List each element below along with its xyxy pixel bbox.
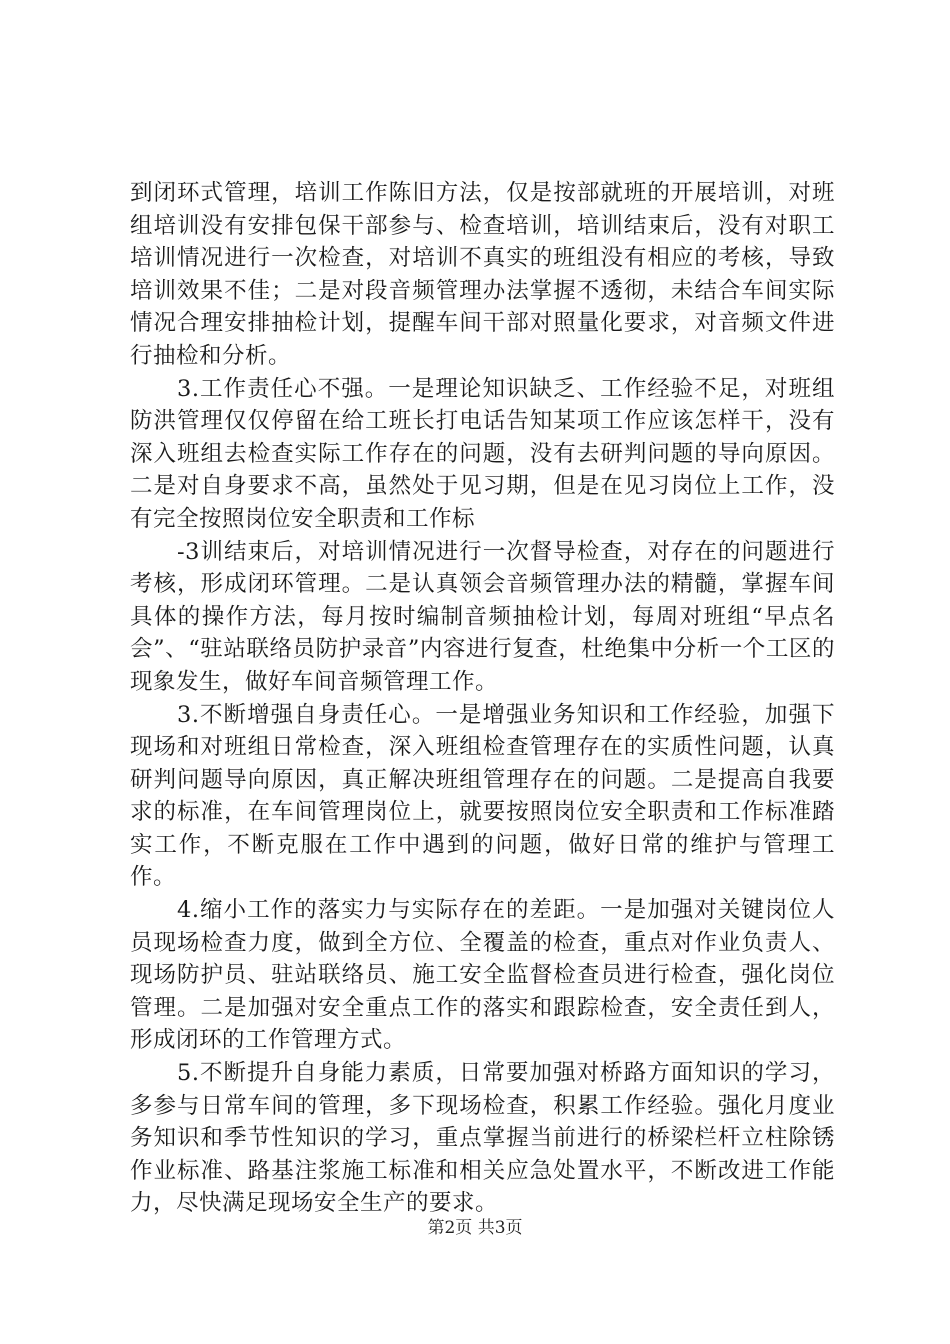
paragraph-item-4: 4.缩小工作的落实力与实际存在的差距。一是加强对关键岗位人员现场检查力度，做到全方位、全覆盖的检查，重点对作业负责人、现场防护员、驻站联络员、施工安全监督检查员进行检查，强化岗位管理。二是加强对安全重点工作的落实和跟踪检查，安全责任到人，形成闭环的工作管理方式。 — [130, 897, 835, 1054]
paragraph-training-followup: -3训结束后，对培训情况进行一次督导检查，对存在的问题进行考核，形成闭环管理。二是认真领会音频管理办法的精髓，掌握车间具体的操作方法，每月按时编制音频抽检计划，每周对班组“早点名会”、“驻站联络员防护录音”内容进行复查，杜绝集中分析一个工区的现象发生，做好车间音频管理工作。 — [130, 538, 835, 695]
paragraph-continuation: 到闭环式管理，培训工作陈旧方法，仅是按部就班的开展培训，对班组培训没有安排包保干部参与、检查培训，培训结束后，没有对职工培训情况进行一次检查，对培训不真实的班组没有相应的考核，导致培训效果不佳；二是对段音频管理办法掌握不透彻，未结合车间实际情况合理安排抽检计划，提醒车间干部对照量化要求，对音频文件进行抽检和分析。 — [130, 180, 835, 369]
page-footer: 第2页 共3页 — [427, 1218, 523, 1238]
paragraph-item-5: 5.不断提升自身能力素质，日常要加强对桥路方面知识的学习，多参与日常车间的管理，多下现场检查，积累工作经验。强化月度业务知识和季节性知识的学习，重点掌握当前进行的桥梁栏杆立柱除锈作业标准、路基注浆施工标准和相关应急处置水平，不断改进工作能力，尽快满足现场安全生产的要求。 — [130, 1060, 835, 1217]
paragraph-item-3-enhance: 3.不断增强自身责任心。一是增强业务知识和工作经验，加强下现场和对班组日常检查，深入班组检查管理存在的实质性问题，认真研判问题导向原因，真正解决班组管理存在的问题。二是提高自我要求的标准，在车间管理岗位上，就要按照岗位安全职责和工作标准踏实工作，不断克服在工作中遇到的问题，做好日常的维护与管理工作。 — [130, 701, 835, 891]
paragraph-item-3-responsibility: 3.工作责任心不强。一是理论知识缺乏、工作经验不足，对班组防洪管理仅仅停留在给工班长打电话告知某项工作应该怎样干，没有深入班组去检查实际工作存在的问题，没有去研判问题的导向原因。二是对自身要求不高，虽然处于见习期，但是在见习岗位上工作，没有完全按照岗位安全职责和工作标 — [130, 375, 835, 532]
document-body — [130, 177, 835, 1220]
